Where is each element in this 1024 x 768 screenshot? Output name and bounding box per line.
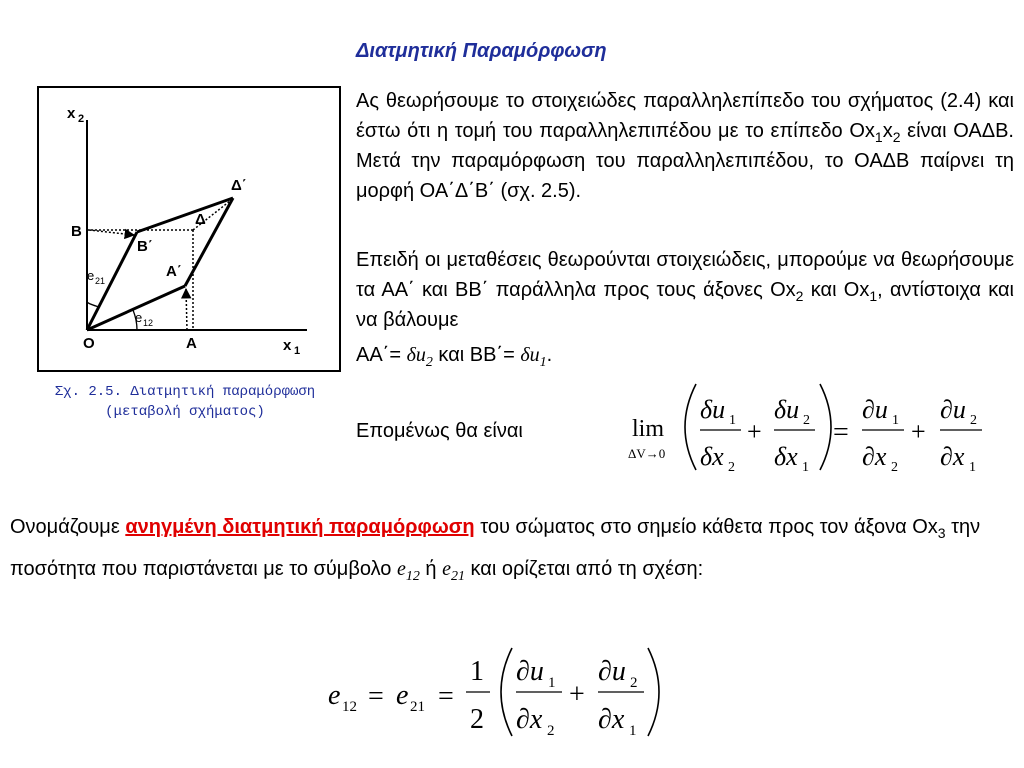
subscript: 21 [450, 569, 465, 584]
text-segment: Ονομάζουμε [10, 516, 126, 538]
text-segment: ή [419, 558, 443, 580]
paragraph-intro [356, 86, 1014, 206]
label-O: O [83, 335, 95, 352]
text-segment: Ας θεωρήσουμε το στοιχειώδες παραλληλεπίπεδο του σχήματος (2.4) και έστω ότι η τομή του παραλληλεπιπέδου με το επίπεδο Οx [356, 90, 1014, 142]
text-segment: και ορίζεται από τη σχέση: [464, 558, 704, 580]
eq2-eq-2: = [438, 681, 454, 712]
subscript: 1 [869, 288, 878, 304]
label-x1: x [283, 337, 292, 354]
highlighted-term: ανηγμένη διατμητική παραμόρφωση [125, 516, 475, 538]
figure-caption [20, 382, 350, 422]
eq1-t4-num: ∂u [940, 395, 966, 424]
label-D: Δ [195, 211, 206, 228]
eq2-t1-den: ∂x [516, 704, 543, 735]
subscript: 1 [539, 355, 547, 370]
eq1-t1-den-sub: 2 [728, 460, 735, 475]
paragraph-definition [10, 506, 1014, 590]
arc-e21 [87, 302, 99, 307]
page-title: Διατμητική Παραμόρφωση [356, 40, 607, 62]
paragraph-therefore: Επομένως θα είναι [356, 420, 523, 442]
eq1-t1-den: δx [700, 442, 724, 471]
label-x2: x [67, 105, 76, 122]
eq1-equals: = [833, 417, 849, 448]
eq1-t3-den-sub: 2 [891, 460, 898, 475]
text-segment: είναι ΟΑΔΒ. Μετά την παραμόρφωση του παραλληλεπιπέδου, το ΟΑΔΒ παίρνει τη μορφή ΟΑ΄Δ΄Β΄ (σχ. 2.5). [356, 120, 1014, 202]
math-symbol: e [396, 558, 406, 580]
label-B-prime: B΄ [137, 238, 153, 255]
text-segment: x [882, 120, 893, 142]
paragraph-displacements [356, 245, 1014, 335]
label-B: B [71, 223, 82, 240]
eq2-t2-den-sub: 1 [629, 723, 637, 739]
eq1-left-paren [685, 384, 696, 470]
eq2-plus: + [569, 679, 585, 710]
label-e12-sub: 12 [143, 318, 154, 328]
subscript: 3 [937, 525, 946, 541]
label-e21-sub: 21 [95, 276, 106, 286]
eq2-t1-num-sub: 1 [548, 675, 556, 691]
eq1-t3-num: ∂u [862, 395, 888, 424]
label-D-prime: Δ΄ [231, 177, 247, 194]
eq2-t1-den-sub: 2 [547, 723, 555, 739]
eq1-lim-sub: ΔV→0 [628, 446, 666, 461]
eq1-lim: lim [632, 416, 665, 442]
eq2-t2-den: ∂x [598, 704, 625, 735]
eq2-t2-num-sub: 2 [630, 675, 638, 691]
paragraph-definitions [356, 340, 1014, 370]
eq2-half-num: 1 [470, 656, 484, 687]
subscript: 2 [425, 355, 433, 370]
eq1-t2-den: δx [774, 442, 798, 471]
eq2-right-paren [648, 648, 659, 736]
eq2-t2-num: ∂u [598, 656, 626, 687]
caption-line-2: (μεταβολή σχήματος) [105, 404, 265, 420]
subscript: 12 [405, 569, 420, 584]
shear-deformation-diagram [37, 86, 341, 372]
eq1-t4-den: ∂x [940, 442, 965, 471]
subscript: 2 [892, 129, 901, 145]
text-segment: του σώματος στο σημείο κάθετα προς τον άξονα Οx [474, 516, 938, 538]
text-segment: . [546, 344, 553, 366]
eq2-lhs2: e [396, 680, 409, 711]
subscript: 1 [874, 129, 883, 145]
text-segment: και ΒΒ΄= [432, 344, 521, 366]
math-symbol: e [442, 558, 451, 580]
eq1-right-paren [820, 384, 831, 470]
text-segment: , αντίστοιχα και να βάλουμε [356, 279, 1015, 331]
eq1-plus-2: + [911, 417, 926, 446]
label-A-prime: A΄ [166, 263, 182, 280]
eq2-lhs1-sub: 12 [342, 699, 357, 715]
eq1-t1-num: δu [700, 395, 726, 424]
eq1-t2-num: δu [774, 395, 800, 424]
eq1-t2-num-sub: 2 [803, 413, 810, 428]
eq2-half-den: 2 [470, 704, 484, 735]
caption-line-1: Σχ. 2.5. Διατμητική παραμόρφωση [54, 384, 316, 400]
eq1-plus-1: + [747, 417, 762, 446]
text-segment: ΑΑ΄= [356, 344, 407, 366]
label-x2-sub: 2 [78, 113, 85, 125]
text-segment: και Οx [803, 279, 870, 301]
eq2-left-paren [501, 648, 512, 736]
eq2-eq-1: = [368, 681, 384, 712]
eq1-t3-den: ∂x [862, 442, 887, 471]
eq1-t4-num-sub: 2 [970, 413, 977, 428]
subscript: 2 [795, 288, 804, 304]
label-e12: e [135, 310, 143, 325]
eq2-t1-num: ∂u [516, 656, 544, 687]
text-segment: την ποσότητα που παριστάνεται με το σύμβολο [10, 516, 981, 580]
equation-limit [620, 378, 1000, 476]
label-e21: e [87, 268, 95, 283]
eq1-t1-num-sub: 1 [729, 413, 736, 428]
text-segment: Επειδή οι μεταθέσεις θεωρούνται στοιχειώδεις, μπορούμε να θεωρήσουμε τα ΑΑ΄ και ΒΒ΄ παράλληλα προς τους άξονες Οx [356, 249, 1014, 301]
eq2-lhs1: e [328, 680, 341, 711]
eq2-lhs2-sub: 21 [410, 699, 425, 715]
label-A: A [186, 335, 197, 352]
eq1-t2-den-sub: 1 [802, 460, 809, 475]
label-x1-sub: 1 [294, 345, 301, 357]
eq1-t3-num-sub: 1 [892, 413, 899, 428]
math-symbol: δu [406, 344, 426, 366]
eq1-t4-den-sub: 1 [969, 460, 976, 475]
math-symbol: δu [520, 344, 540, 366]
equation-shear-strain [326, 644, 676, 744]
arrow-AA-prime [186, 289, 187, 330]
